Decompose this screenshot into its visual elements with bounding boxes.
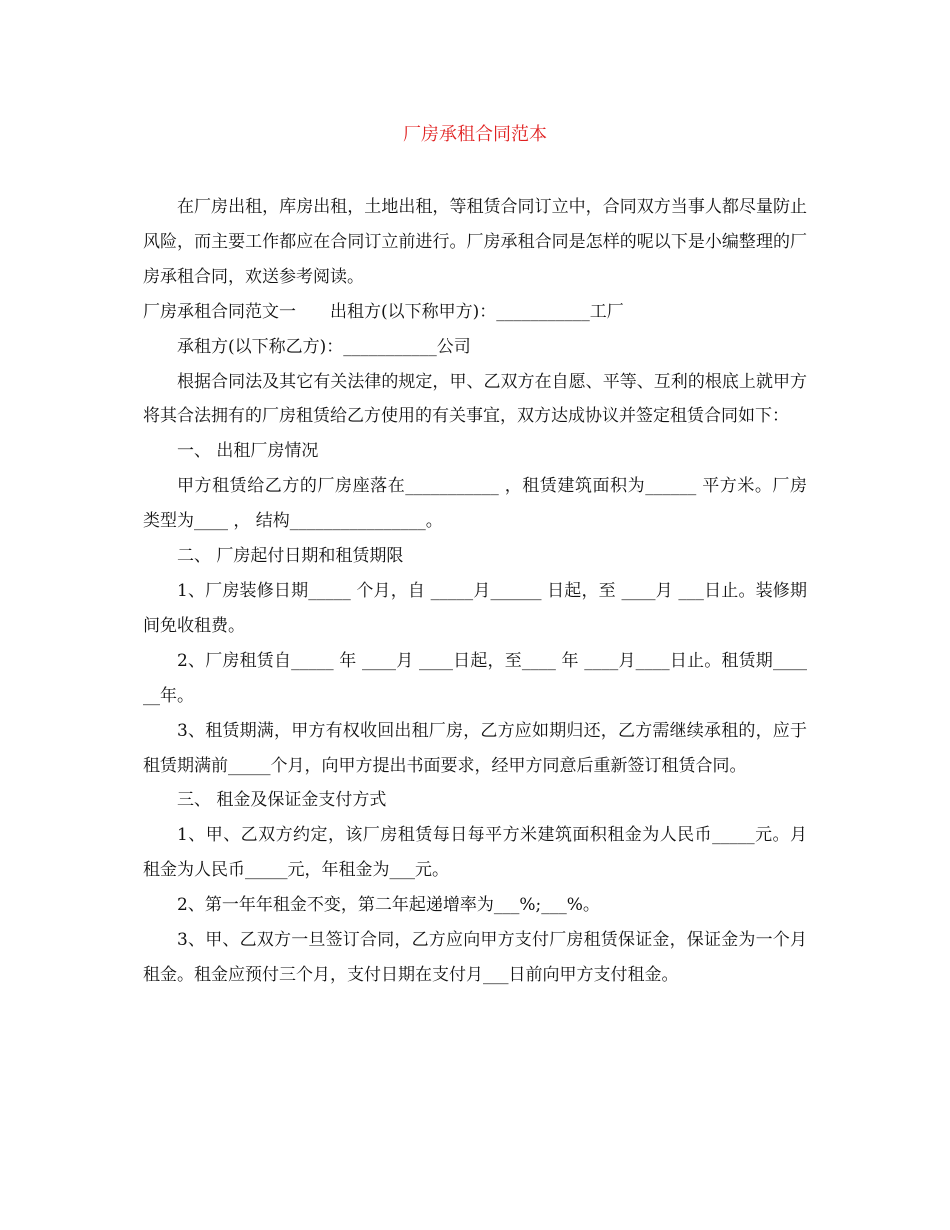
lessee-line: 承租方(以下称乙方)：___________公司 (177, 336, 471, 357)
section-heading-1: 一、 出租厂房情况 (177, 441, 319, 462)
lease-term-paragraph: 2、厂房租赁自_____ 年 ____月 ____日起，至____ 年 ____月____日止。租赁期______年。 (143, 650, 807, 706)
rent-increase-paragraph: 2、第一年年租金不变，第二年起递增率为___%;___%。 (177, 895, 600, 916)
document-body (143, 190, 807, 993)
deposit-paragraph: 3、甲、乙双方一旦签订合同，乙方应向甲方支付厂房租赁保证金，保证金为一个月租金。租金应预付三个月，支付日期在支付月___日前向甲方支付租金。 (143, 930, 807, 985)
rent-amount-paragraph: 1、甲、乙双方约定，该厂房租赁每日每平方米建筑面积租金为人民币_____元。月租金为人民币_____元，年租金为___元。 (143, 825, 807, 881)
renovation-period-paragraph: 1、厂房装修日期_____ 个月，自 _____月______ 日起，至 ____月 ___日止。装修期间免收租费。 (143, 580, 807, 636)
document-title: 厂房承租合同范本 (403, 124, 547, 145)
intro-paragraph: 在厂房出租，库房出租，土地出租，等租赁合同订立中，合同双方当事人都尽量防止风险，而主要工作都应在合同订立前进行。厂房承租合同是怎样的呢以下是小编整理的厂房承租合同，欢送参考阅读。 (143, 197, 807, 287)
lessor-line: 厂房承租合同范文一 出租方(以下称甲方)：___________工厂 (143, 301, 624, 322)
agreement-basis-paragraph: 根据合同法及其它有关法律的规定，甲、乙双方在自愿、平等、互利的根底上就甲方将其合法拥有的厂房租赁给乙方使用的有关事宜，双方达成协议并签定租赁合同如下： (143, 371, 807, 427)
factory-location-paragraph: 甲方租赁给乙方的厂房座落在___________ ，租赁建筑面积为______ 平方米。厂房类型为____ ， 结构________________。 (143, 476, 807, 532)
section-heading-2: 二、 厂房起付日期和租赁期限 (177, 546, 404, 567)
section-heading-3: 三、 租金及保证金支付方式 (177, 790, 387, 811)
lease-expiry-paragraph: 3、租赁期满，甲方有权收回出租厂房，乙方应如期归还，乙方需继续承租的，应于租赁期满前_____个月，向甲方提出书面要求，经甲方同意后重新签订租赁合同。 (143, 720, 807, 776)
